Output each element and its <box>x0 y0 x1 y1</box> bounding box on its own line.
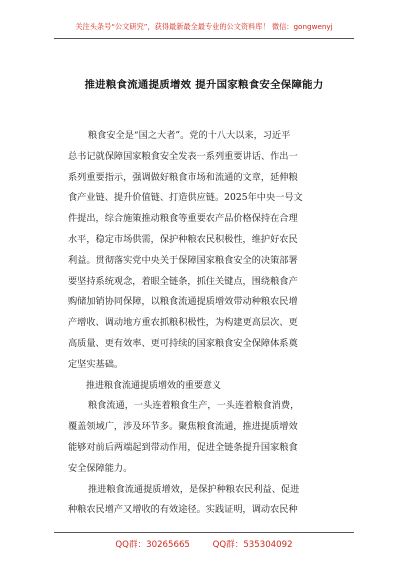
body-line: 高质量、更有效率、更可持续的国家粮食安全保障体系奠 <box>68 337 298 349</box>
body-line: 覆盖领域广，涉及环节多。聚焦粮食流通，推进提质增效 <box>68 421 298 433</box>
body-line: 安全保障能力。 <box>68 462 133 474</box>
section-heading: 推进粮食流通提质增效的重要意义 <box>86 380 222 391</box>
body-line: 利益。贯彻落实党中央关于保障国家粮食安全的决策部署 <box>68 254 298 266</box>
body-line: 推进粮食流通提质增效，是保护种粮农民利益、促进 <box>88 483 300 495</box>
body-line: 产增收、调动地方重农抓粮积极性，为构建更高层次、更 <box>68 317 298 329</box>
body-line: 定坚实基础。 <box>68 358 124 370</box>
body-line: 能够对前后两端起到带动作用，促进全链条提升国家粮食 <box>68 441 298 453</box>
body-line: 水平，稳定市场供需，保护种粮农民积极性，维护好农民 <box>68 233 298 245</box>
body-line: 系列重要指示，强调做好粮食市场和流通的文章，延伸粮 <box>68 171 298 183</box>
body-line: 总书记就保障国家粮食安全发表一系列重要讲话、作出一 <box>68 150 298 162</box>
document-body <box>68 126 326 521</box>
header-divider <box>54 38 354 39</box>
body-line: 粮食安全是“国之大者”。党的十八大以来，习近平 <box>88 130 291 141</box>
footer-divider <box>54 532 354 533</box>
body-line: 购储加销协同保障，以粮食流通提质增效带动种粮农民增 <box>68 296 298 308</box>
footer-qq-group-1: QQ群：30265665 <box>115 540 190 550</box>
footer <box>0 538 408 550</box>
body-line: 粮食流通，一头连着粮食生产，一头连着粮食消费， <box>88 400 300 412</box>
document-title: 推进粮食流通提质增效 提升国家粮食安全保障能力 <box>84 79 324 91</box>
body-line: 种粮农民增产又增收的有效途径。实践证明，调动农民种 <box>68 504 298 516</box>
header-note: 关注头条号“公文研究”，获得最新最全最专业的公文资料库！ 微信：gongwenyj <box>75 22 333 31</box>
footer-qq-group-2: QQ群：535304092 <box>212 540 293 550</box>
body-line: 食产业链、提升价值链、打造供应链。2025年中央一号文 <box>68 192 303 204</box>
body-line: 要坚持系统观念，着眼全链条，抓住关键点，围绕粮食产 <box>68 275 298 287</box>
body-line: 件提出，综合施策推动粮食等重要农产品价格保持在合理 <box>68 213 298 225</box>
